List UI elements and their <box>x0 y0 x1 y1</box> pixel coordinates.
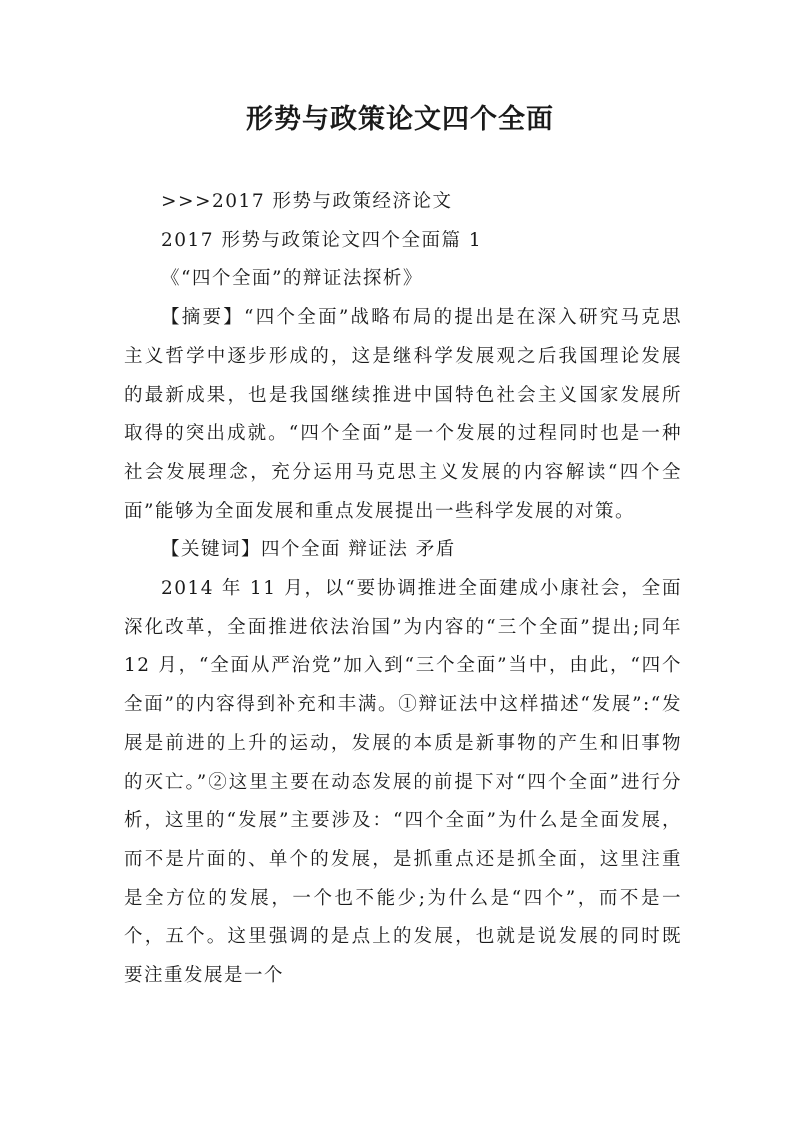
paragraph-article-title: 《“四个全面”的辩证法探析》 <box>161 268 423 290</box>
document-title: 形势与政策论文四个全面 <box>246 104 554 135</box>
paragraph-body: 2014 年 11 月，以“要协调推进全面建成小康社会，全面深化改革，全面推进依法治国”为内容的“三个全面”提出;同年 12 月，“全面从严治党”加入到“三个全面”当中，由此，“四个全面”的内容得到补充和丰满。①辩证法中这样描述“发展”:“发展是前进的上升的运动，发展的本质是新事物的产生和旧事物的灭亡。”②这里主要在动态发展的前提下对“四个全面”进行分析，这里的“发展”主要涉及：“四个全面”为什么是全面发展，而不是片面的、单个的发展，是抓重点还是抓全面，这里注重是全方位的发展，一个也不能少;为什么是“四个”，而不是一个，五个。这里强调的是点上的发展，也就是说发展的同时既要注重发展是一个 <box>124 578 682 987</box>
paragraph-abstract: 【摘要】“四个全面”战略布局的提出是在深入研究马克思主义哲学中逐步形成的，这是继科学发展观之后我国理论发展的最新成果，也是我国继续推进中国特色社会主义国家发展所取得的突出成就。“四个全面”是一个发展的过程同时也是一种社会发展理念，充分运用马克思主义发展的内容解读“四个全面”能够为全面发展和重点发展提出一些科学发展的对策。 <box>124 307 682 522</box>
paragraph-section-heading: 2017 形势与政策论文四个全面篇 1 <box>161 229 483 251</box>
paragraph-related-link[interactable]: >>>2017 形势与政策经济论文 <box>161 191 453 212</box>
paragraph-keywords: 【关键词】四个全面 辩证法 矛盾 <box>161 539 456 561</box>
document-body <box>124 183 682 996</box>
